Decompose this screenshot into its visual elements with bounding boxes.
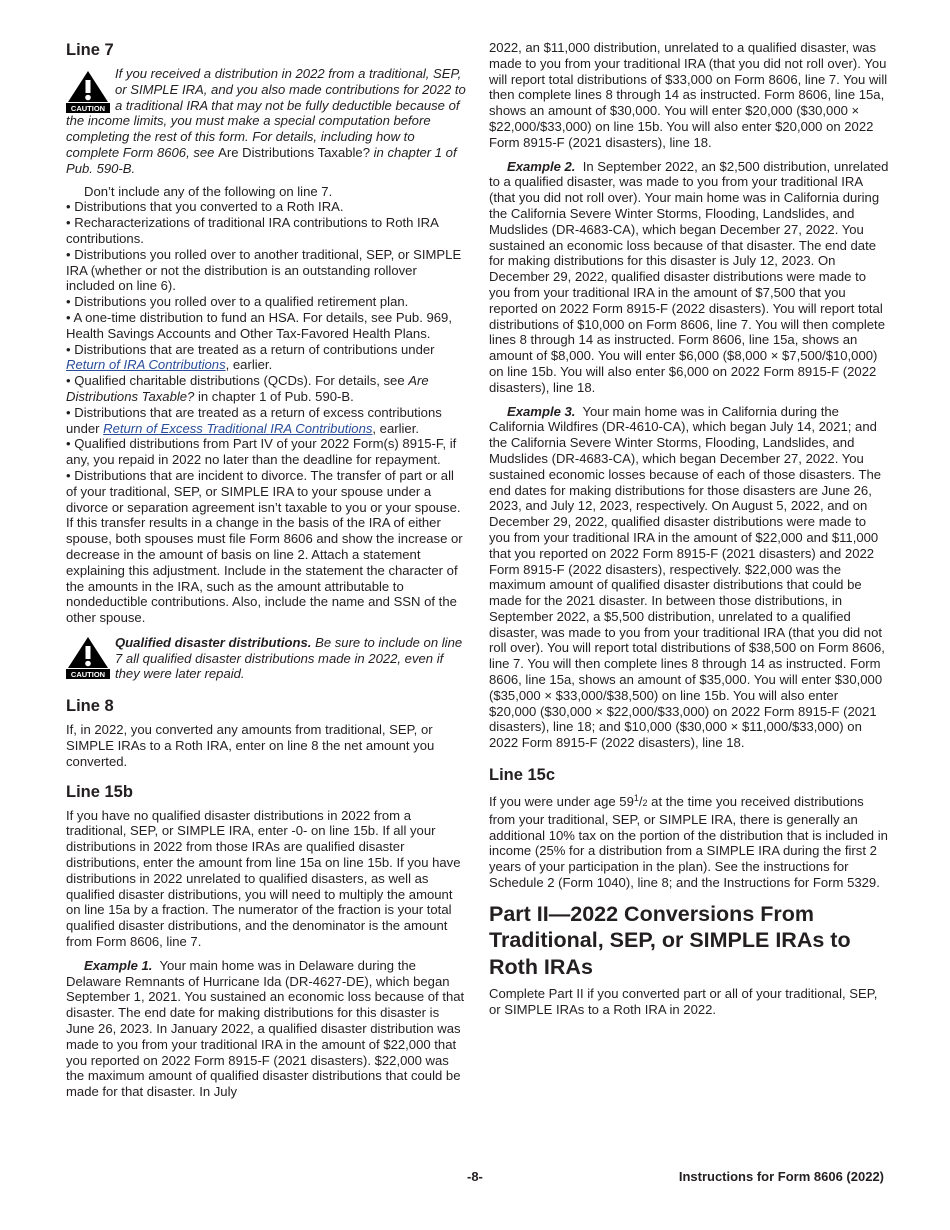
caution-icon	[66, 69, 110, 113]
part2-text: Complete Part II if you converted part or all of your traditional, SEP, or SIMPLE IRAs to a Roth IRA in 2022.	[489, 986, 878, 1018]
right-column	[489, 40, 889, 1018]
example1-continued: 2022, an $11,000 distribution, unrelated to a qualified disaster, was made to you from your traditional IRA (that you did not roll over). You will report total distributions of $33,000 on Form 8606, line 7. You will then complete lines 8 through 14 as instructed. Form 8606, line 15a, shows an amount of $30,000. You will enter $20,000 ($30,000 × $22,000/$33,000) on line 15b. You will also enter $20,000 on 2022 Form 8915-F (2021 disasters), line 18.	[489, 40, 888, 150]
line15c-heading: Line 15c	[489, 766, 556, 785]
list-item: • Recharacterizations of traditional IRA contributions to Roth IRA contributions.	[66, 215, 466, 247]
caution-label: CAUTION	[70, 669, 106, 679]
caution-box-disaster	[66, 635, 466, 682]
example1-paragraph: Example 1. Your main home was in Delaware during the Delaware Remnants of Hurricane Ida (DR-4627-DE), which began September 1, 2021. You sustained an economic loss because of that disaster. The end date for making distributions for this disaster is June 26, 2023. In January 2022, a qualified disaster distribution was made to you from your traditional IRA in the amount of $22,000 that you reported on 2022 Form 8915-F (2021 disasters). $22,000 was the maximum amount of qualified disaster distributions that could be made for that disaster. In July	[66, 957, 465, 1100]
example2-paragraph: Example 2. In September 2022, an $2,500 distribution, unrelated to a qualified disaster, was made to you from your traditional IRA (that you did not roll over). Your main home was in California during the California Severe Winter Storms, Flooding, Landslides, and Mudslides (DR-4683-CA), which began December 27, 2022. You sustained an economic loss because of that disaster. The end date for making distributions for this disaster is July 12, 2023. On December 29, 2022, qualified disaster distributions were made to you from your traditional IRA in the amount of $7,500 that you reported on 2022 Form 8915-F (2022 disasters). You will report total distributions of $10,000 on Form 8606, line 7. You will then complete lines 8 through 14 as instructed. Form 8606, line 15a, shows an amount of $8,000. You will enter $6,000 ($8,000 × $7,500/$10,000) on line 15b. You will also enter $6,000 on 2022 Form 8915-F (2022 disasters), line 18.	[489, 158, 889, 395]
line7-heading: Line 7	[66, 41, 114, 59]
example3-paragraph: Example 3. Your main home was in California during the California Wildfires (DR-4610-CA), which began July 14, 2021; and the California Severe Winter Storms, Flooding, Landslides, and Mudslides (DR-4683-CA), which began December 27, 2022. You sustained economic losses because of each of those disasters. The end dates for making distributions for those disasters are June 26, 2023, and July 12, 2023, respectively. On August 5, 2022, and on December 29, 2022, qualified disaster distributions were made to you from your traditional IRA in the amount of $22,000 and $11,000 that you reported on 2022 Form 8915-F (2021 disasters) and 2022 Form 8915-F (2022 disasters), respectively. $22,000 was the maximum amount of qualified disaster distributions that could be made for the 2021 disaster. In between those distributions, in September 2022, a $5,500 distribution, unrelated to a qualified disaster, was made to you from your traditional IRA (that you did not roll over). You will report total distributions of $38,500 on Form 8606, line 7. You will then complete lines 8 through 14 as instructed. Form 8606, line 15a, shows an amount of $35,000. You will enter $30,000 ($35,000 × $33,000/$38,500) on line 15b. You will also enter $20,000 ($30,000 × $22,000/$33,000) on 2022 Form 8915-F (2021 disasters), line 18; and $10,000 ($30,000 × $11,000/$33,000) on 2022 Form 8915-F (2022 disasters), line 18.	[489, 403, 885, 751]
caution-label: CAUTION	[70, 104, 106, 113]
caution-box-line7	[66, 66, 466, 177]
line7-exclusions-list	[66, 199, 466, 626]
list-item: • Qualified distributions from Part IV of your 2022 Form(s) 8915-F, if any, you repaid in 2022 no later than the deadline for repayment.	[66, 436, 466, 468]
list-item: • Distributions you rolled over to another traditional, SEP, or SIMPLE IRA (whether or not the distribution is an outstanding rollover included on line 6).	[66, 247, 466, 294]
page-number: -8-	[467, 1169, 483, 1184]
list-item: • A one-time distribution to fund an HSA. For details, see Pub. 969, Health Savings Accounts and Other Tax-Favored Health Plans.	[66, 310, 466, 342]
line15c-text: If you were under age $59^1/2$ at the time you received distributions from your traditional, SEP, or SIMPLE IRA, there is generally an additional 10% tax on the portion of the distribution that is included in income (25% for a distribution from a SIMPLE IRA during the first 2 years of your participation in the plan). See the instructions for Schedule 2 (Form 1040), line 8; and the Instructions for Form 5329.	[489, 793, 888, 891]
return-of-excess-contributions-link[interactable]: Return of Excess Traditional IRA Contributions	[103, 420, 373, 436]
caution-icon	[66, 635, 110, 679]
line8-text: If, in 2022, you converted any amounts from traditional, SEP, or SIMPLE IRAs to a Roth IRA, enter on line 8 the net amount you converted.	[66, 722, 435, 769]
list-item: • Distributions you rolled over to a qualified retirement plan.	[66, 294, 466, 310]
list-item: • Distributions that are treated as a return of excess contributions under Return of Excess Traditional IRA Contributions, earlier.	[66, 405, 466, 437]
line7-intro: Don’t include any of the following on line 7.	[84, 183, 333, 199]
line15b-text: If you have no qualified disaster distributions in 2022 from a traditional, SEP, or SIMPLE IRA, enter -0- on line 15b. If all your distributions in 2022 from those IRAs are qualified disaster distributions, enter the amount from line 15a on line 15b. If you have distributions in 2022 unrelated to qualified disasters, as well as qualified disaster distributions, you will need to multiply the amount on line 15a by a fraction. The numerator of the fraction is your total qualified disaster distributions, and the denominator is the amount from Form 8606, line 7.	[66, 807, 461, 950]
qualified-disaster-caution-text: Qualified disaster distributions. Be sure to include on line 7 all qualified disaster distributions made in 2022, even if they were later repaid.	[115, 634, 463, 682]
list-item: • Distributions that are incident to divorce. The transfer of part or all of your traditional, SEP, or SIMPLE IRA to your spouse under a divorce or separation agreement isn’t taxable to you or your spouse. If this transfer results in a change in the basis of the IRA of either spouse, both spouses must file Form 8606 and show the increase or decrease in the amount of basis on line 2. Attach a statement explaining this adjustment. Include in the statement the character of the amounts in the IRA, such as the amount attributable to nondeductible contributions. Also, include the name and SSN of the other spouse.	[66, 468, 466, 626]
list-item: • Distributions that you converted to a Roth IRA.	[66, 199, 466, 215]
part2-heading: Part II—2022 Conversions From Traditional, SEP, or SIMPLE IRAs to Roth IRAs	[489, 901, 851, 979]
document-title: Instructions for Form 8606 (2022)	[678, 1169, 884, 1184]
line15b-heading: Line 15b	[66, 782, 133, 801]
caution-text: If you received a distribution in 2022 from a traditional, SEP, or SIMPLE IRA, and you also made contributions for 2022 to a traditional IRA that may not be fully deductible because of the income limits, you must make a special computation before completing the rest of this form. For details, including how to complete Form 8606, see Are Distributions Taxable? in chapter 1 of Pub. 590-B.	[66, 66, 466, 176]
list-item: • Qualified charitable distributions (QCDs). For details, see Are Distributions Taxable? in chapter 1 of Pub. 590-B.	[66, 373, 466, 405]
return-of-ira-contributions-link[interactable]: Return of IRA Contributions	[66, 357, 226, 373]
line8-heading: Line 8	[66, 697, 114, 716]
list-item: • Distributions that are treated as a return of contributions under Return of IRA Contributions, earlier.	[66, 342, 466, 374]
left-column	[66, 40, 466, 1100]
